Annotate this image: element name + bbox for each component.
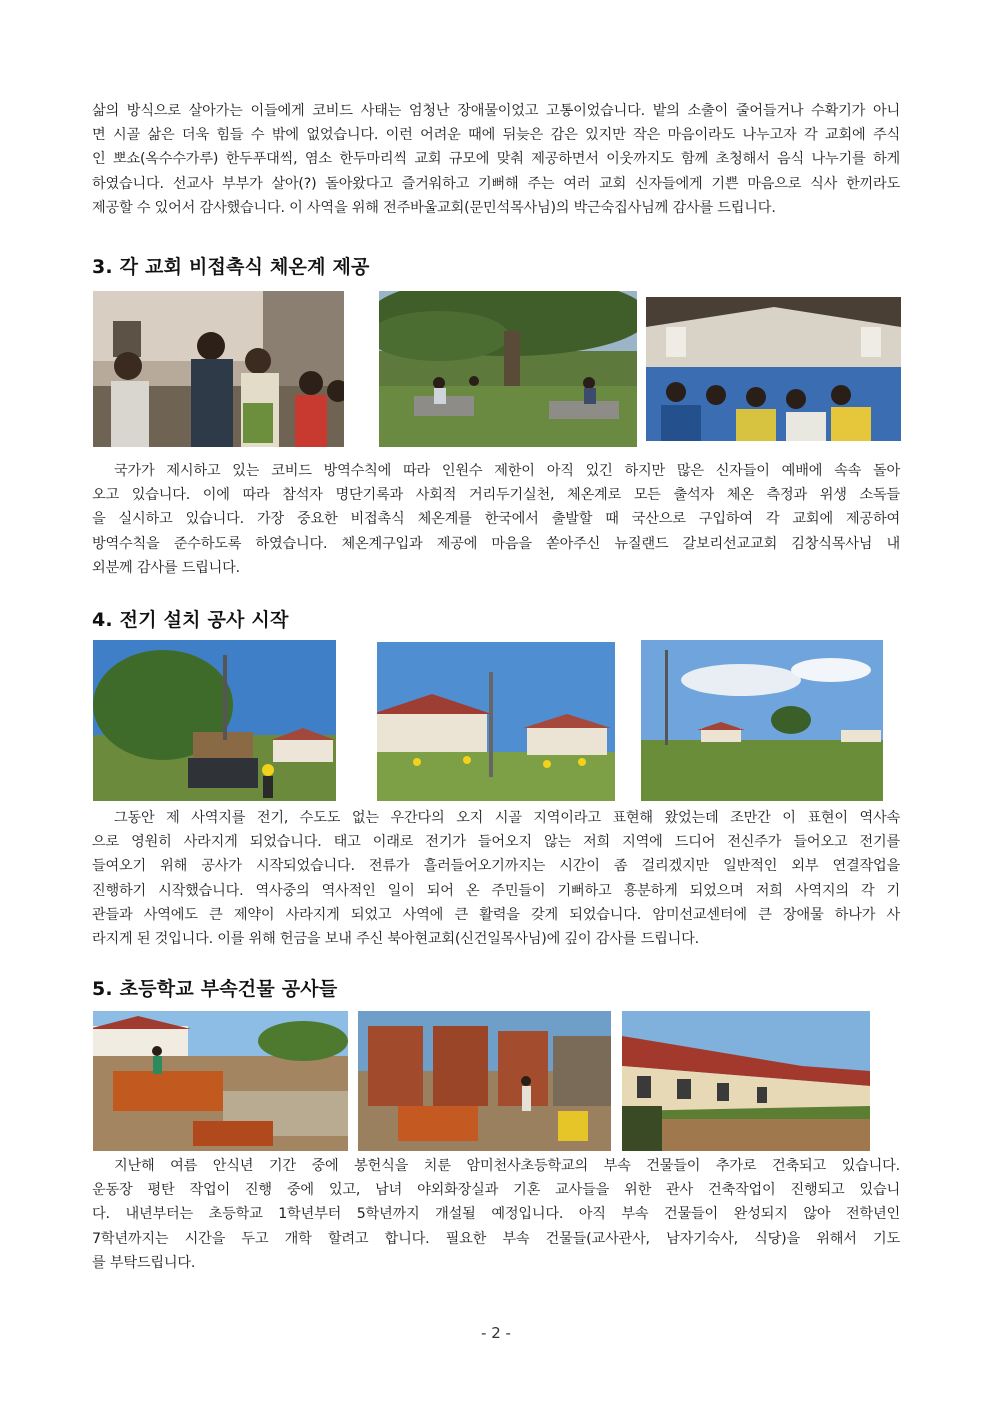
section5-title: 5. 초등학교 부속건물 공사들 (92, 978, 338, 1000)
section5-line: 다. 내년부터는 초등학교 1학년부터 5학년까지 개설될 예정입니다. 아직 부속 건물들이 완성되지 않아 전학년인 (92, 1206, 900, 1223)
photo-pole-raising (377, 642, 615, 801)
photo-church-interior (646, 297, 901, 441)
section5-line: 운동장 평탄 작업이 진행 중에 있고, 남녀 야외화장실과 기혼 교사들을 위한 관사 건축작업이 진행되고 있습니 (92, 1182, 900, 1199)
page-number: - 2 - (481, 1324, 511, 1342)
intro-paragraph (92, 99, 900, 220)
intro-line: 삶의 방식으로 살아가는 이들에게 코비드 사태는 엄청난 장애물이었고 고통이었습니다. 밭의 소출이 줄어들거나 수확기가 아니 (92, 103, 900, 119)
section5-line: 지난해 여름 안식년 기간 중에 봉헌식을 치룬 암미천사초등학교의 부속 건물들이 추가로 건축되고 있습니다. (114, 1158, 900, 1174)
section3-line: 을 실시하고 있습니다. 가장 중요한 비접촉식 체온계를 한국에서 출발할 때 국산으로 구입하여 각 교회에 제공하여 (92, 511, 900, 528)
section4-title: 4. 전기 설치 공사 시작 (92, 609, 289, 631)
section4-line: 들여오기 위해 공사가 시작되었습니다. 전류가 흘러들어오기까지는 시간이 좀 걸리겠지만 일반적인 외부 연결작업을 (92, 858, 900, 875)
section4-line: 진행하기 시작했습니다. 역사중의 역사적인 일이 되어 온 주민들이 기뻐하고 흥분하게 되었으며 저희 사역지의 각 기 (92, 882, 900, 899)
section4-line: 라지게 된 것입니다. 이를 위해 헌금을 보내 주신 북아현교회(신건일목사님)에 깊이 감사를 드립니다. (92, 931, 699, 948)
section4-line: 으로 영원히 사라지게 되었습니다. 태고 이래로 전기가 들어오지 않는 저희 지역에 드디어 전신주가 들어오고 전기를 (92, 834, 900, 851)
section5-line: 7학년까지는 시간을 두고 개학 할려고 합니다. 필요한 부속 건물들(교사관사, 남자기숙사, 식당)을 위해서 기도 (92, 1230, 900, 1247)
section3-line: 방역수칙을 준수하도록 하였습니다. 체온계구입과 제공에 마음을 쏟아주신 뉴질랜드 갈보리선교교회 김창식목사님 내 (92, 535, 900, 552)
intro-line: 인 뽀쇼(옥수수가루) 한두푸대씩, 염소 한두마리씩 교회 규모에 맞춰 제공하면서 이웃까지도 함께 초청해서 음식 나누기를 하게 (92, 151, 900, 168)
photo-brick-toilets (358, 1011, 611, 1151)
section3-paragraph (92, 459, 900, 580)
photo-thermometer-check (93, 291, 344, 447)
photo-foundation-work (93, 1011, 348, 1151)
section4-line: 관들과 사역에도 큰 제약이 사라지게 되었고 사역에 큰 활력을 갖게 되었습니다. 암미선교센터에 큰 장애물 하나가 사 (92, 906, 900, 923)
section3-line: 외분께 감사를 드립니다. (92, 559, 240, 576)
photo-field-poles (641, 640, 883, 801)
section4-paragraph (92, 806, 900, 951)
section3-title: 3. 각 교회 비접촉식 체온계 제공 (92, 256, 370, 278)
intro-line: 면 시골 삶은 더욱 힘들 수 밖에 없었습니다. 이런 어려운 때에 뒤늦은 감은 있지만 작은 마음이라도 나누고자 각 교회에 주식 (92, 127, 900, 144)
photo-outdoor-gathering (379, 291, 637, 447)
intro-line: 제공할 수 있어서 감사했습니다. 이 사역을 위해 전주바울교회(문민석목사님)의 박근숙집사님께 감사를 드립니다. (92, 199, 776, 216)
section3-line: 국가가 제시하고 있는 코비드 방역수칙에 따라 인원수 제한이 아직 있긴 하지만 많은 신자들이 예배에 속속 돌아 (114, 463, 900, 479)
section5-line: 를 부탁드립니다. (92, 1254, 196, 1271)
photo-school-building (622, 1011, 870, 1151)
section4-line: 그동안 제 사역지를 전기, 수도도 없는 우간다의 오지 시골 지역이라고 표현해 왔었는데 조만간 이 표현이 역사속 (114, 810, 900, 826)
section3-line: 오고 있습니다. 이에 따라 참석자 명단기록과 사회적 거리두기실천, 체온계로 모든 출석자 체온 측정과 위생 소독들 (92, 487, 900, 504)
intro-line: 하였습니다. 선교사 부부가 살아(?) 돌아왔다고 즐거워하고 기뻐해 주는 여러 교회 신자들에게 기쁜 마음으로 식사 한끼라도 (92, 175, 900, 192)
photo-utility-pole-truck (93, 640, 336, 801)
section5-paragraph (92, 1154, 900, 1275)
